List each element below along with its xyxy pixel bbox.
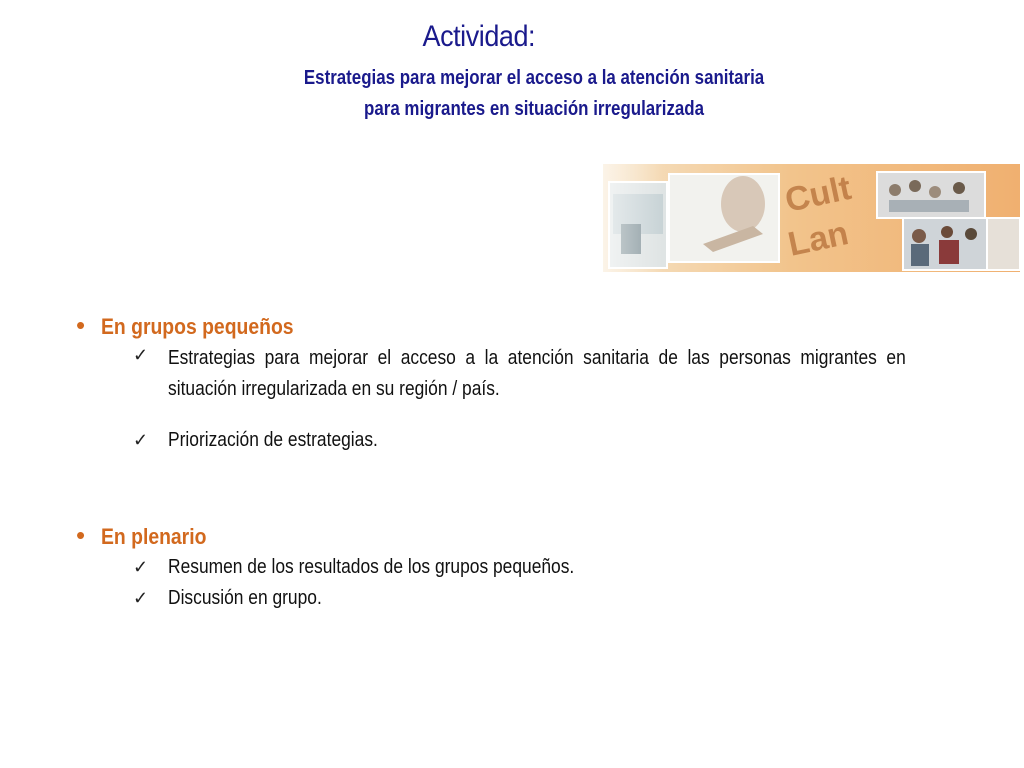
subtitle-line-2: para migrantes en situación irregularizada (364, 98, 705, 120)
section-heading: En grupos pequeños (101, 314, 294, 339)
slide-title: Actividad: (422, 20, 536, 53)
photo-collage (603, 164, 1020, 272)
checkmark-icon: ✓ (133, 557, 149, 577)
checkmark-icon: ✓ (133, 588, 149, 608)
svg-text:Cult: Cult (781, 168, 855, 220)
list-item: Discusión en grupo. (168, 587, 322, 609)
subtitle-line-1: Estrategias para mejorar el acceso a la atención sanitaria (303, 67, 765, 89)
bullet-dot-icon: • (76, 520, 86, 550)
list-item: Estrategias para mejorar el acceso a la atención sanitaria de las personas migrantes en situación irregularizada en su región / país. (168, 347, 906, 400)
list-item: Priorización de estrategias. (168, 429, 378, 451)
checkmark-icon: ✓ (133, 430, 149, 450)
section-heading: En plenario (101, 524, 207, 549)
bullet-dot-icon: • (76, 310, 86, 340)
list-item: Resumen de los resultados de los grupos pequeños. (168, 556, 575, 578)
checkmark-icon: ✓ (133, 345, 149, 365)
svg-text:Lan: Lan (784, 214, 852, 264)
slide-subtitle (0, 63, 1024, 125)
